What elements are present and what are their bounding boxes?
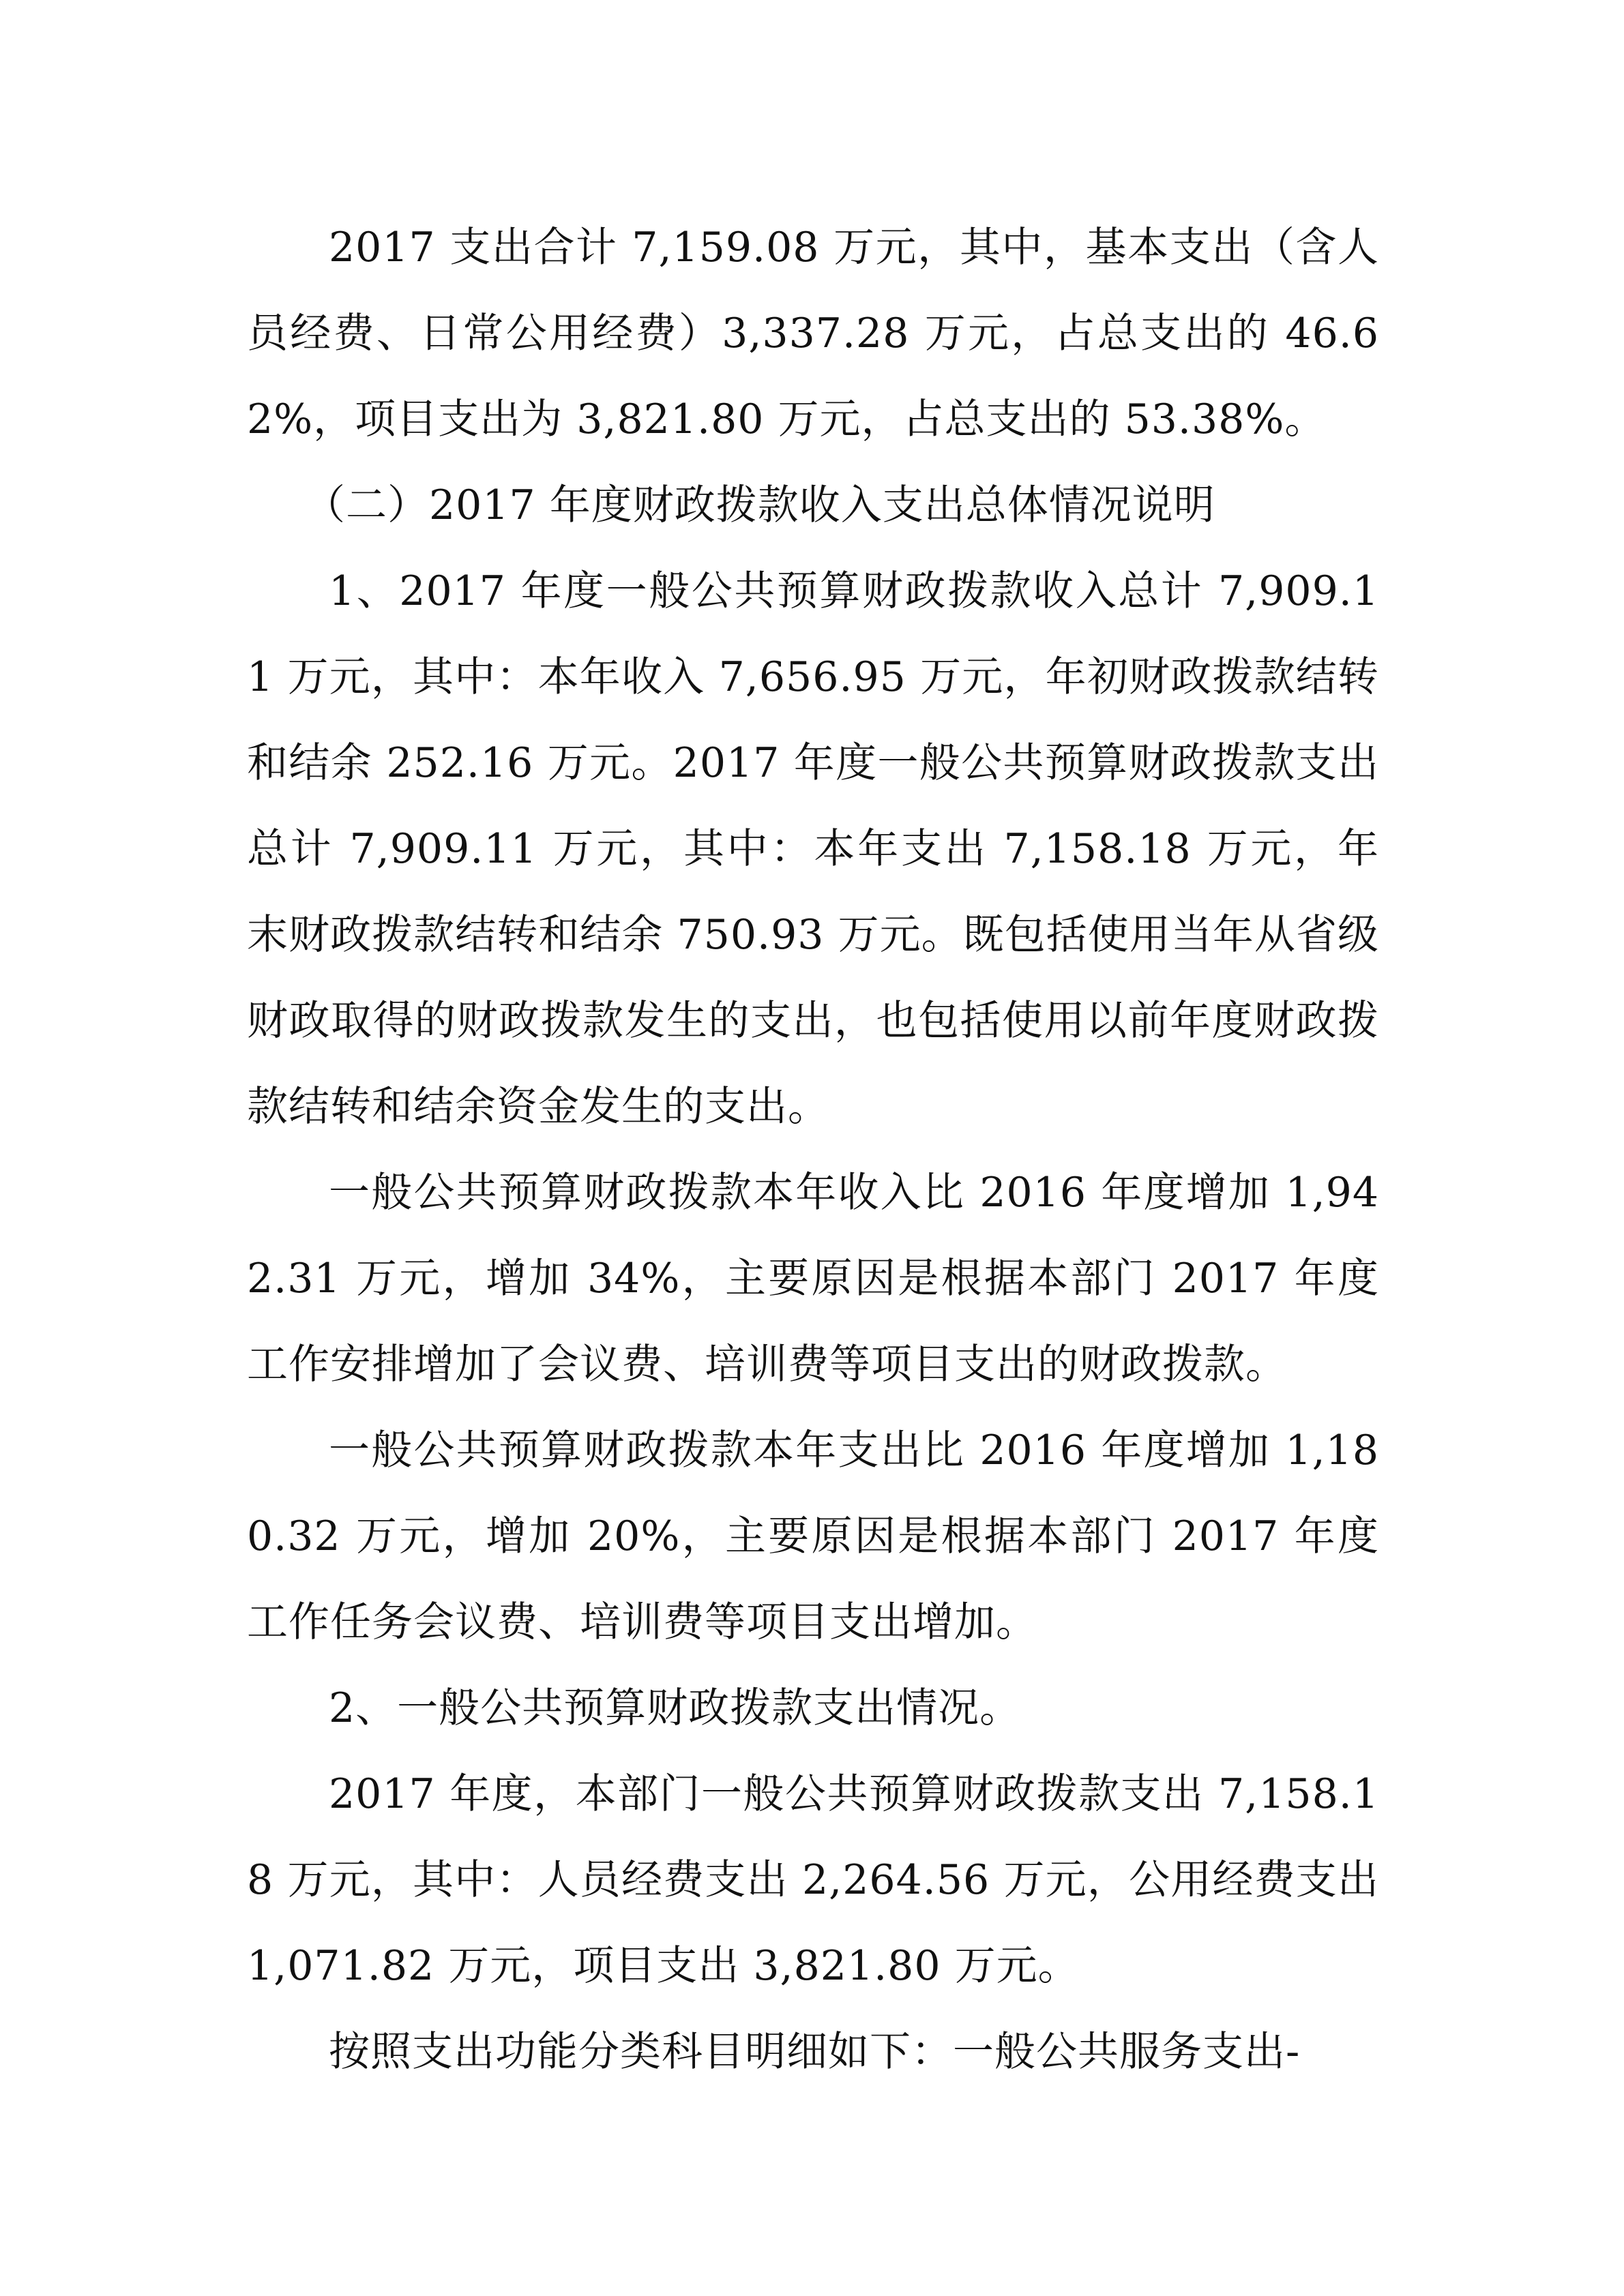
subheading-expenditure-details: 2、一般公共预算财政拨款支出情况。 (329, 1684, 1022, 1732)
paragraph-expenditure-increase: 一般公共预算财政拨款本年支出比 2016 年度增加 1,180.32 万元，增加 20%，主要原因是根据本部门 2017 年度工作任务会议费、培训费等项目支出增加。 (247, 1427, 1379, 1646)
paragraph-appropriation-income-expenditure: 1、2017 年度一般公共预算财政拨款收入总计 7,909.11 万元，其中：本年收入 7,656.95 万元，年初财政拨款结转和结余 252.16 万元。2017 年度一般公共预算财政拨款支出总计 7,909.11 万元，其中：本年支出 7,158.18 万元，年末财政拨款结转和结余 750.93 万元。既包括使用当年从省级财政取得的财政拨款发生的支出，也包括使用以前年度财政拨款结转和结余资金发生的支出。 (247, 567, 1379, 1131)
paragraph-expenditure-summary: 2017 支出合计 7,159.08 万元，其中，基本支出（含人员经费、日常公用经费）3,337.28 万元，占总支出的 46.62%，项目支出为 3,821.80 万元，占总支出的 53.38%。 (247, 224, 1379, 443)
section-heading-financial-appropriation: （二）2017 年度财政拨款收入支出总体情况说明 (304, 481, 1215, 529)
paragraph-income-increase: 一般公共预算财政拨款本年收入比 2016 年度增加 1,942.31 万元，增加 34%，主要原因是根据本部门 2017 年度工作安排增加了会议费、培训费等项目支出的财政拨款。 (247, 1169, 1379, 1388)
paragraph-expenditure-breakdown: 2017 年度，本部门一般公共预算财政拨款支出 7,158.18 万元，其中：人员经费支出 2,264.56 万元，公用经费支出 1,071.82 万元，项目支出 3,821.80 万元。 (247, 1770, 1379, 1990)
paragraph-functional-classification: 按照支出功能分类科目明细如下：一般公共服务支出- (329, 2028, 1301, 2076)
document-body (247, 205, 1379, 2095)
